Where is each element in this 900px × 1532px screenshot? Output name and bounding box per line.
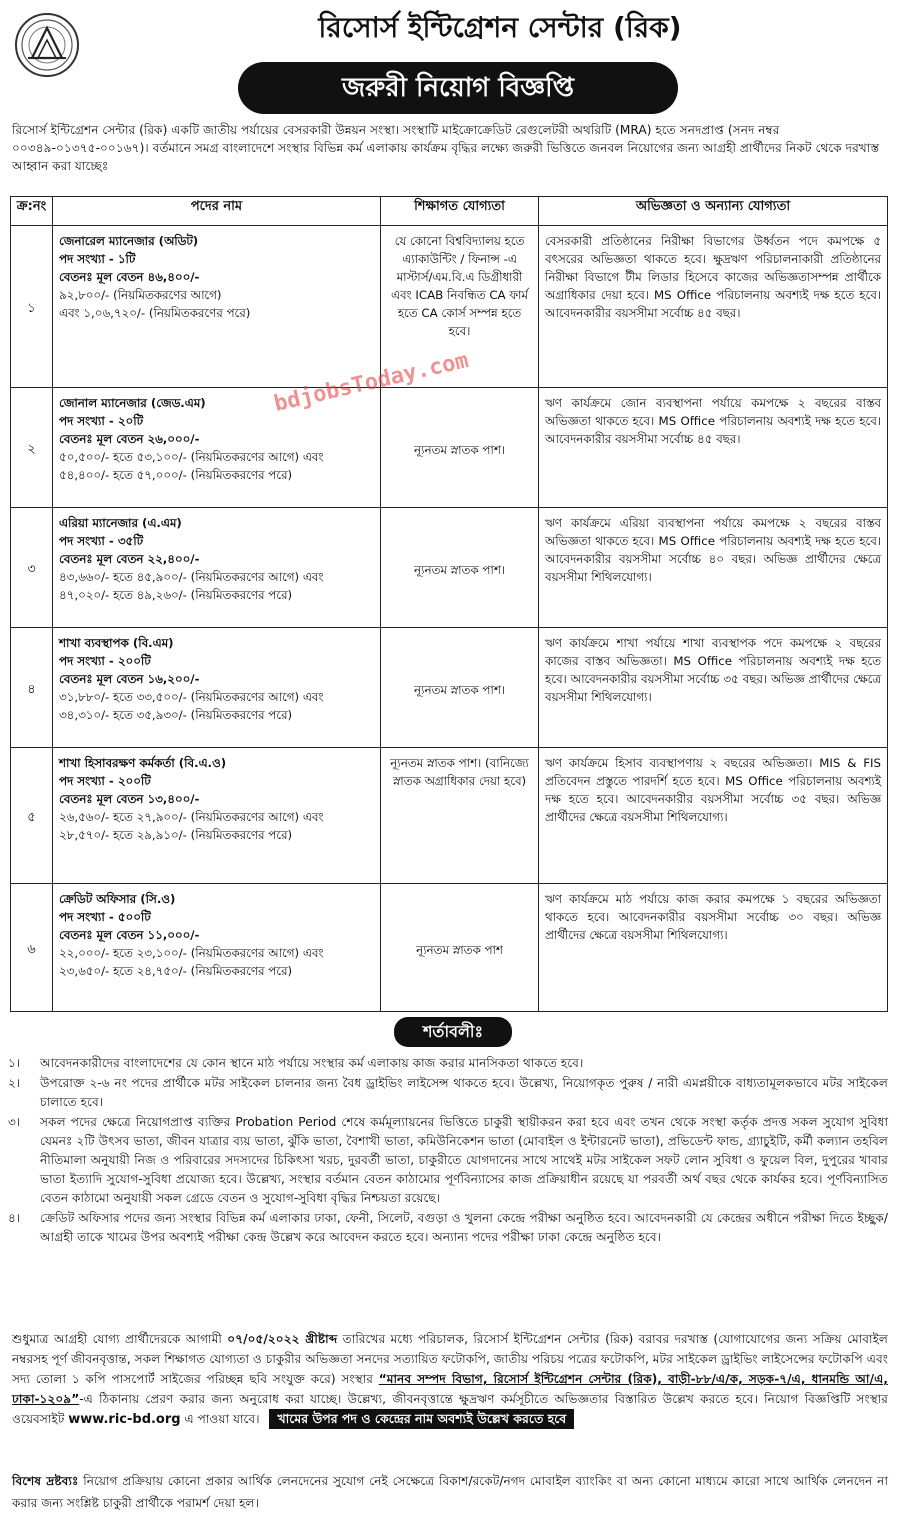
apply-text-3: -এ ঠিকানায় প্রেরণ করার জন্য অনুরোধ করা যাচ্ছে। উল্লেখ্য, জীবনবৃত্তান্তে ক্ষুদ্রঋণ কর্মসূচীতে অভিজ্ঞতার বিস্তারিত উল্লেখ করতে হবে। নিয়োগ বিজ্ঞপ্তিটি সংস্থার ওয়েবসাইট — [12, 1392, 888, 1426]
salary-after: ৫৪,৪০০/- হতে ৫৭,০০০/- (নিয়মিতকরণের পরে) — [59, 468, 293, 482]
term-number: ৩। — [8, 1115, 21, 1129]
salary-basic: বেতনঃ মূল বেতন ১১,০০০/- — [59, 928, 200, 942]
special-note — [12, 1470, 888, 1514]
term-item — [8, 1054, 888, 1073]
salary-basic: বেতনঃ মূল বেতন ২৬,০০০/- — [59, 432, 200, 446]
row-experience: ঋণ কার্যক্রমে শাখা পর্যায়ে শাখা ব্যবস্থাপক পদে কমপক্ষে ২ বছরের কাজের বাস্তব অভিজ্ঞতা। MS Office পরিচালনায় অবশ্যই দক্ষ হতে হবে। আবেদনকারীর বয়সসীমা সর্বোচ্চ ৩৫ বছর। অভিজ্ঞ প্রার্থীদের ক্ষেত্রে বয়সসীমা শিথিলযোগ্য। — [539, 628, 888, 748]
row-post — [53, 748, 381, 884]
salary-after: ৪৭,০২০/- হতে ৪৯,২৬০/- (নিয়মিতকরণের পরে) — [59, 588, 293, 602]
salary-before: ৩১,৮৮০/- হতে ৩৩,৫০০/- (নিয়মিতকরণের আগে) এবং — [59, 690, 324, 704]
terms-list — [8, 1054, 888, 1248]
col-header-education: শিক্ষাগত যোগ্যতা — [381, 197, 539, 226]
row-experience: ঋণ কার্যক্রমে হিসাব ব্যবস্থাপণায় ২ বছরের অভিজ্ঞতা। MIS & FIS প্রতিবেদন প্রস্তুতে পারদর্শি হতে হবে। MS Office পরিচালনায় অবশ্যই দক্ষ হতে হবে। আবেদনকারীর বয়সসীমা সর্বোচ্চ ৩৫ বছর। অভিজ্ঞ প্রার্থীদের ক্ষেত্রে বয়সসীমা শিথিলযোগ্য। — [539, 748, 888, 884]
special-note-text: নিয়োগ প্রক্রিয়ায় কোনো প্রকার আর্থিক লেনদেনের সুযোগ নেই সেক্ষেত্রে বিকাশ/রকেট/নগদ মোবাইল ব্যাংকিং বা অন্য কোনো মাধ্যমে কারো সাথে আর্থিক লেনদেন না করার জন্য সংশ্লিষ্ট চাকুরী প্রার্থীকে পরামর্শ দেয়া হল। — [12, 1474, 888, 1510]
row-experience: ঋণ কার্যক্রমে মাঠ পর্যায়ে কাজ করার কমপক্ষে ১ বছরের অভিজ্ঞতা থাকতে হবে। আবেদনকারীর বয়সসীমা সর্বোচ্চ ৩০ বছর। অভিজ্ঞ প্রার্থীদের ক্ষেত্রে বয়সসীমা শিথিলযোগ্য। — [539, 884, 888, 1012]
application-instructions — [12, 1329, 888, 1430]
row-education: ন্যূনতম স্নাতক পাশ। — [381, 388, 539, 508]
salary-basic: বেতনঃ মূল বেতন ৪৬,৪০০/- — [59, 270, 200, 284]
row-serial: ৩ — [11, 508, 53, 628]
apply-text-1: শুধুমাত্র আগ্রহী যোগ্য প্রার্থীদেরকে আগামী — [12, 1332, 222, 1346]
row-education: ন্যূনতম স্নাতক পাশ। (বানিজ্যে স্নাতক অগ্রাধিকার দেয়া হবে) — [381, 748, 539, 884]
post-name: জোনাল ম্যানেজার (জেড.এম) — [59, 396, 206, 410]
row-experience: ঋণ কার্যক্রমে এরিয়া ব্যবস্থাপনা পর্যায়ে কমপক্ষে ২ বছরের বাস্তব অভিজ্ঞতা থাকতে হবে। MS Office পরিচালনায় অবশ্যই দক্ষ হতে হবে। আবেদনকারীর বয়সসীমা সর্বোচ্চ ৪০ বছর। অভিজ্ঞ প্রার্থীদের ক্ষেত্রে বয়সসীমা শিথিলযোগ্য। — [539, 508, 888, 628]
row-education: ন্যূনতম স্নাতক পাশ। — [381, 628, 539, 748]
post-name: ক্রেডিট অফিসার (সি.ও) — [59, 892, 176, 906]
special-note-label: বিশেষ দ্রষ্টব্যঃ — [12, 1474, 79, 1488]
term-text: সকল পদের ক্ষেত্রে নিয়োগপ্রাপ্ত ব্যক্তির Probation Period শেষে কর্মমূল্যায়নের ভিত্তিতে চাকুরী স্থায়ীকরন করা হবে এবং তখন থেকে সংস্থা কর্তৃক প্রদত্ত সকল সুযোগ সুবিধা যেমনঃ ২টি উৎসব ভাতা, জীবন যাত্রার ব্যয় ভাতা, ঝুঁকি ভাতা, বৈশাখী ভাতা, কমিউনিকেশন ভাতা (মোবাইল ও ইন্টারনেট ভাতা), প্রভিডেন্ট ফান্ড, গ্র্যাচুইটি, কর্মী কল্যান তহবিল নীতিমালা অনুযায়ী নিজ ও পরিবারের সদস্যদের চিকিৎসা খরচ, দুরবর্তী ভাতা, চাকুরীতে যোগদানের সাথে সাথেই মটর সাইকেল সফট লোন সুবিধা ও ফুয়েল বিল, দুপুরের খাবার ভাতা ইত্যাদি সুযোগ-সুবিধা প্রযোজ্য হবে। উল্লেখ্য, সংস্থার বর্তমান বেতন কাঠামোর পূর্ণবিন্যাসের কাজ প্রক্রিয়াধীন রয়েছে যা পরবর্তী অর্থ বছর থেকে কার্যকর হবে। পূর্ণবিন্যাসিত বেতন কাঠামো অনুযায়ী সকল গ্রেডে বেতন ও সুযোগ-সুবিধা বৃদ্ধির নিশ্চয়তা রয়েছে। — [40, 1115, 888, 1205]
row-post — [53, 226, 381, 388]
row-experience: বেসরকারী প্রতিষ্ঠানের নিরীক্ষা বিভাগের উর্ধ্বতন পদে কমপক্ষে ৫ বৎসরের অভিজ্ঞতা থাকতে হবে। ক্ষুদ্রঋণ পরিচালনাকারী প্রতিষ্ঠানের নিরীক্ষা বিভাগে টীম লিডার হিসেবে কাজের অভিজ্ঞতাসম্পন্ন প্রার্থীকে অগ্রাধিকার দেয়া হবে। MS Office পরিচালনায় অবশ্যই দক্ষ হতে হবে। আবেদনকারীর বয়সসীমা সর্বোচ্চ ৪৫ বছর। — [539, 226, 888, 388]
row-serial: ১ — [11, 226, 53, 388]
post-name: শাখা ব্যবস্থাপক (বি.এম) — [59, 636, 174, 650]
salary-basic: বেতনঃ মূল বেতন ২২,৪০০/- — [59, 552, 200, 566]
post-count: পদ সংখ্যা - ৫০০টি — [59, 910, 151, 924]
row-experience: ঋণ কার্যক্রমে জোন ব্যবস্থাপনা পর্যায়ে কমপক্ষে ২ বছরের বাস্তব অভিজ্ঞতা থাকতে হবে। MS Office পরিচালনায় অবশ্যই দক্ষ হতে হবে। আবেদনকারীর বয়সসীমা সর্বোচ্চ ৪৫ বছর। — [539, 388, 888, 508]
row-serial: ২ — [11, 388, 53, 508]
salary-basic: বেতনঃ মূল বেতন ১৩,৪০০/- — [59, 792, 200, 806]
term-number: ১। — [8, 1056, 21, 1070]
row-post — [53, 884, 381, 1012]
post-count: পদ সংখ্যা - ৩৫টি — [59, 534, 144, 548]
col-header-post: পদের নাম — [53, 197, 381, 226]
table-row — [11, 388, 888, 508]
term-item — [8, 1209, 888, 1247]
post-name: এরিয়া ম্যানেজার (এ.এম) — [59, 516, 182, 530]
salary-after: ৩৪,৩১০/- হতে ৩৫,৯৩০/- (নিয়মিতকরণের পরে) — [59, 708, 293, 722]
table-header-row — [11, 197, 888, 226]
salary-after: ২৩,৬৫০/- হতে ২৪,৭৫০/- (নিয়মিতকরণের পরে) — [59, 964, 293, 978]
salary-after: এবং ১,০৬,৭২০/- (নিয়মিতকরণের পরে) — [59, 306, 251, 320]
term-text: আবেদনকারীদের বাংলাদেশের যে কোন স্থানে মাঠ পর্যায়ে সংস্থার কর্ম এলাকায় কাজ করার মানসিকতা থাকতে হবে। — [40, 1056, 584, 1070]
post-count: পদ সংখ্যা - ১টি — [59, 252, 136, 266]
table-row — [11, 508, 888, 628]
notice-title: জরুরী নিয়োগ বিজ্ঞপ্তি — [238, 62, 678, 114]
organization-logo — [14, 12, 80, 78]
table-row — [11, 748, 888, 884]
row-serial: ৫ — [11, 748, 53, 884]
row-post — [53, 388, 381, 508]
table-row — [11, 884, 888, 1012]
intro-paragraph: রিসোর্স ইন্টিগ্রেশন সেন্টার (রিক) একটি জাতীয় পর্যায়ের বেসরকারী উন্নয়ন সংস্থা। সংস্থাটি মাইক্রোক্রেডিট রেগুলেটরী অথরিটি (MRA) হতে সনদপ্রাপ্ত (সনদ নম্বর ০০৩৪৯-০১৩৭৫-০০১৬৭)। বর্তমানে সমগ্র বাংলাদেশে সংস্থার বিভিন্ন কর্ম এলাকায় কার্যক্রম বৃদ্ধির লক্ষ্যে জরুরী ভিত্তিতে জনবল নিয়োগের জন্য আগ্রহী প্রার্থীদের নিকট থেকে দরখাস্ত আহ্বান করা যাচ্ছেঃ — [12, 123, 880, 173]
apply-text-2: তারিখের মধ্যে পরিচালক, রিসোর্স ইন্টিগ্রেশন সেন্টার (রিক) বরাবর দরখাস্ত (যোগাযোগের জন্য সক্রিয় মোবাইল নম্বরসহ পূর্ণ জীবনবৃত্তান্ত, সকল শিক্ষাগত যোগ্যতা ও চাকুরীর অভিজ্ঞতা সনদের সত্যায়িত ফটোকপি, জাতীয় পরিচয় পত্রের ফটোকপি, মটর সাইকেল ড্রাইভিং লাইসেন্সের ফটোকপি এবং সদ্য তোলা ১ কপি পাসপোর্ট সাইজের পরিচ্ছন্ন ছবি সংযুক্ত করে) সংস্থার — [12, 1332, 889, 1386]
envelope-note: খামের উপর পদ ও কেন্দ্রের নাম অবশ্যই উল্লেখ করতে হবে — [269, 1409, 574, 1429]
salary-before: ৫০,৫০০/- হতে ৫৩,১০০/- (নিয়মিতকরণের আগে) এবং — [59, 450, 324, 464]
post-name: শাখা হিসাবরক্ষণ কর্মকর্তা (বি.এ.ও) — [59, 756, 227, 770]
col-header-serial: ক্র:নং — [11, 197, 53, 226]
website-link[interactable]: www.ric-bd.org — [68, 1412, 181, 1427]
apply-address: “মানব সম্পদ বিভাগ, রিসোর্স ইন্টিগ্রেশন সেন্টার (রিক), বাড়ী-৮৮/এ/ক, সড়ক-৭/এ, ধানমন্ডি আ/এ, ঢাকা-১২০৯” — [12, 1372, 888, 1406]
apply-text-4: এ পাওয়া যাবে। — [184, 1412, 260, 1426]
row-post — [53, 508, 381, 628]
row-education: যে কোনো বিশ্ববিদ্যালয় হতে এ্যাকাউন্টিং / ফিনান্স -এ মাস্টার্স/এম.বি.এ ডিগ্রীধারী এবং ICAB নিবন্ধিত CA ফার্ম হতে CA কোর্স সম্পন্ন হতে হবে। — [381, 226, 539, 388]
row-serial: ৬ — [11, 884, 53, 1012]
row-education: ন্যূনতম স্নাতক পাশ। — [381, 508, 539, 628]
term-number: ৪। — [8, 1211, 21, 1225]
post-count: পদ সংখ্যা - ২০০টি — [59, 774, 151, 788]
salary-before: ২৬,৫৬০/- হতে ২৭,৯০০/- (নিয়মিতকরণের আগে) এবং — [59, 810, 324, 824]
term-item — [8, 1074, 888, 1112]
positions-table — [10, 196, 888, 1012]
term-text: উপরোক্ত ২-৬ নং পদের প্রার্থীকে মটর সাইকেল চালনার জন্য বৈধ ড্রাইভিং লাইসেন্স থাকতে হবে। উল্লেখ্য, নিয়োগকৃত পুরুষ / নারী এমপ্লয়ীকে বাধ্যতামূলকভাবে মটর সাইকেল চালাতে হবে। — [40, 1076, 888, 1109]
term-item — [8, 1113, 888, 1208]
salary-before: ৯২,৮০০/- (নিয়মিতকরণের আগে) — [59, 288, 222, 302]
terms-heading: শর্তাবলীঃ — [394, 1017, 512, 1047]
salary-before: ২২,০০০/- হতে ২৩,১০০/- (নিয়মিতকরণের আগে) এবং — [59, 946, 324, 960]
salary-basic: বেতনঃ মূল বেতন ১৬,২০০/- — [59, 672, 200, 686]
watermark: bdjobsToday.com — [271, 347, 471, 418]
apply-deadline: ০৭/০৫/২০২২ খ্রীষ্টাব্দ — [227, 1332, 338, 1346]
post-name: জেনারেল ম্যানেজার (অডিট) — [59, 234, 199, 248]
post-count: পদ সংখ্যা - ২০টি — [59, 414, 144, 428]
organization-title: রিসোর্স ইন্টিগ্রেশন সেন্টার (রিক) — [318, 11, 682, 44]
salary-after: ২৮,৫৭০/- হতে ২৯,৯১০/- (নিয়মিতকরণের পরে) — [59, 828, 293, 842]
row-serial: ৪ — [11, 628, 53, 748]
col-header-experience: অভিজ্ঞতা ও অন্যান্য যোগ্যতা — [539, 197, 888, 226]
row-education: ন্যূনতম স্নাতক পাশ — [381, 884, 539, 1012]
salary-before: ৪৩,৬৬০/- হতে ৪৫,৯০০/- (নিয়মিতকরণের আগে) এবং — [59, 570, 324, 584]
term-text: ক্রেডিট অফিসার পদের জন্য সংস্থার বিভিন্ন কর্ম এলাকার ঢাকা, ফেনী, সিলেট, বগুড়া ও খুলনা কেন্দ্রে পরীক্ষা অনুষ্ঠিত হবে। আবেদনকারী যে কেন্দ্রের অধীনে পরীক্ষা দিতে ইচ্ছুক/আগ্রহী তাকে খামের উপর অবশ্যই পরীক্ষা কেন্দ্র উল্লেখ করে আবেদন করতে হবে। অন্যান্য পদের পরীক্ষা ঢাকা কেন্দ্রে অনুষ্ঠিত হবে। — [40, 1211, 888, 1244]
term-number: ২। — [8, 1076, 21, 1090]
row-post — [53, 628, 381, 748]
post-count: পদ সংখ্যা - ২০০টি — [59, 654, 151, 668]
table-row — [11, 628, 888, 748]
